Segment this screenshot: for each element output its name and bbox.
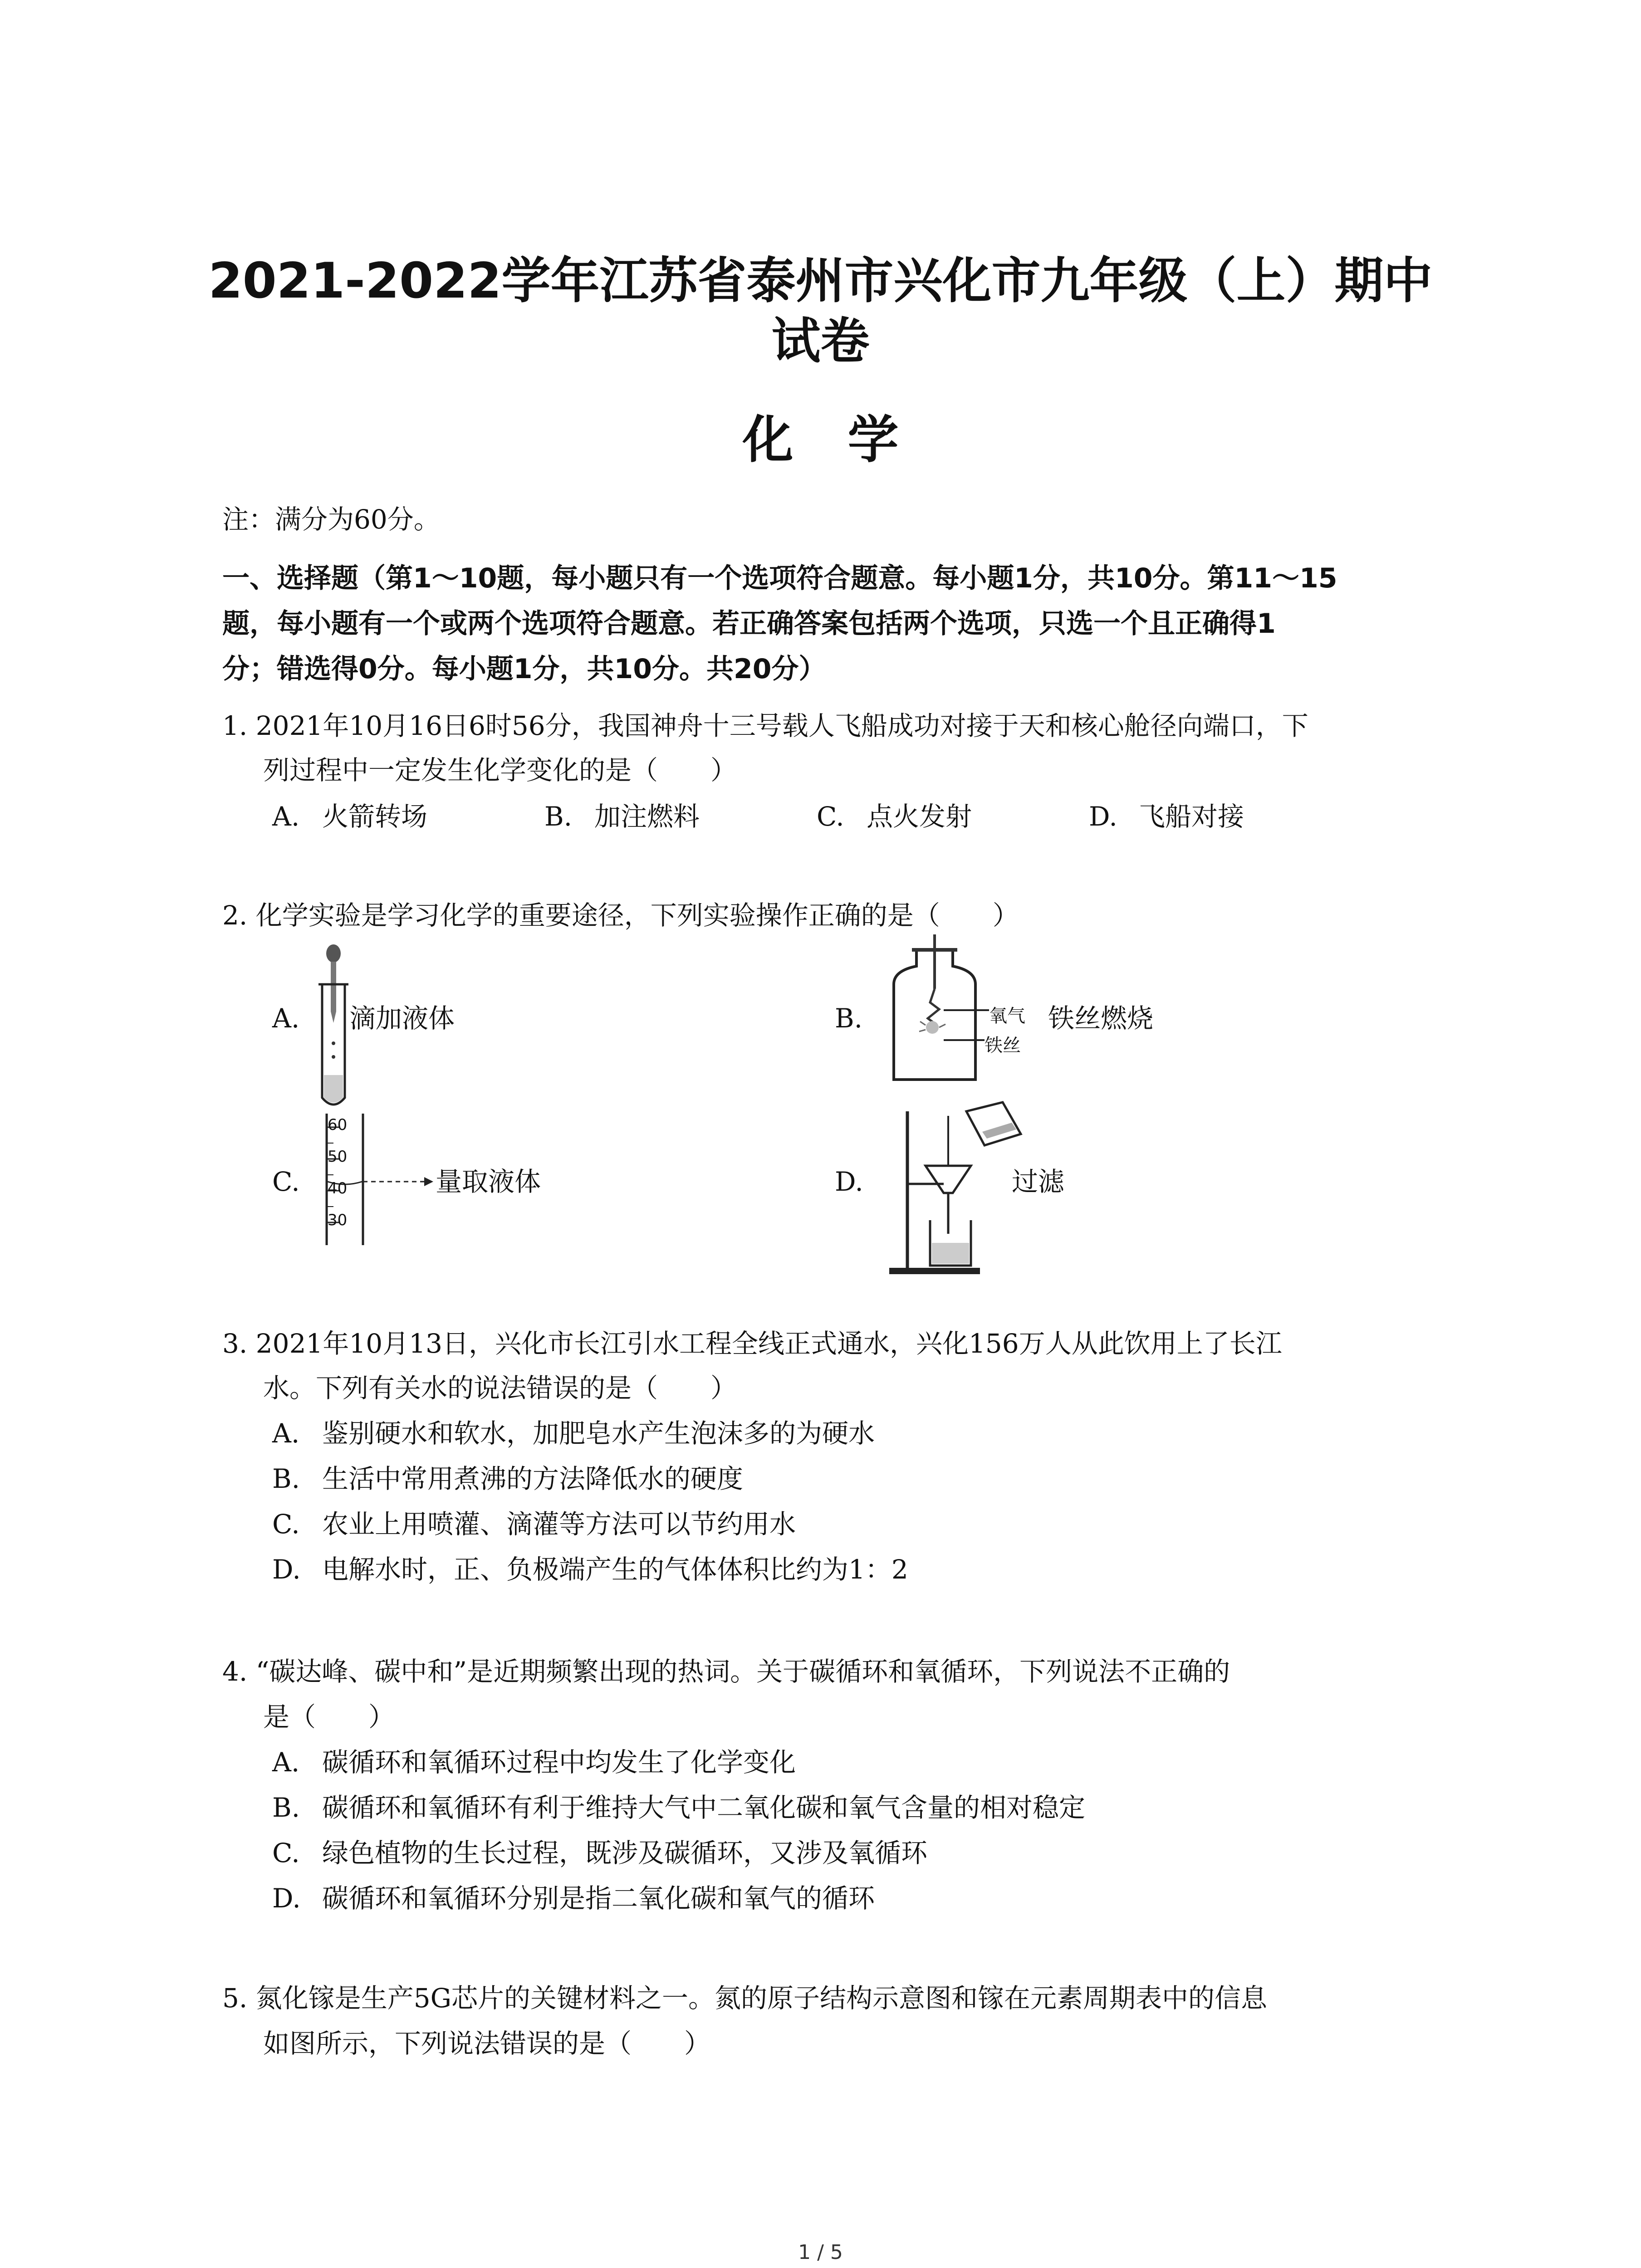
q1-option-d: D. 飞船对接 xyxy=(1089,801,1244,832)
section-instructions-line3: 分；错选得0分。每小题1分，共10分。共20分） xyxy=(222,653,826,685)
oxygen-pointer-line xyxy=(944,1008,989,1012)
q3-option-c: C. 农业上用喷灌、滴灌等方法可以节约用水 xyxy=(272,1509,796,1540)
q3-option-a: A. 鉴别硬水和软水，加肥皂水产生泡沫多的为硬水 xyxy=(272,1418,875,1449)
question-4-line1: 4. “碳达峰、碳中和”是近期频繁出现的热词。关于碳循环和氧循环，下列说法不正确的 xyxy=(222,1656,1230,1687)
q2-option-d-caption: 过滤 xyxy=(1012,1166,1065,1197)
question-5-line2: 如图所示，下列说法错误的是（ ） xyxy=(263,2028,711,2059)
q2-option-d-key: D. xyxy=(835,1166,863,1197)
section-instructions-line2: 题，每小题有一个或两个选项符合题意。若正确答案包括两个选项，只选一个且正确得1 xyxy=(222,608,1276,640)
scale-30: 30 xyxy=(328,1211,348,1229)
q1-option-b: B. 加注燃料 xyxy=(544,801,700,832)
q3-option-b: B. 生活中常用煮沸的方法降低水的硬度 xyxy=(272,1463,744,1494)
scale-60: 60 xyxy=(328,1116,348,1134)
q2-option-c-key: C. xyxy=(272,1166,300,1197)
q3-option-d: D. 电解水时，正、负极端产生的气体体积比约为1：2 xyxy=(272,1554,908,1585)
q2-option-c-caption: 量取液体 xyxy=(436,1166,541,1197)
oxygen-label: 氧气 xyxy=(989,1006,1025,1026)
page-number: 1 / 5 xyxy=(798,2241,843,2264)
q2-option-a-caption: 滴加液体 xyxy=(349,1003,455,1034)
q4-option-c: C. 绿色植物的生长过程，既涉及碳循环，又涉及氧循环 xyxy=(272,1838,928,1868)
question-1-line2: 列过程中一定发生化学变化的是（ ） xyxy=(263,755,737,786)
question-2-line1: 2. 化学实验是学习化学的重要途径，下列实验操作正确的是（ ） xyxy=(222,900,1019,931)
question-5-line1: 5. 氮化镓是生产5G芯片的关键材料之一。氮的原子结构示意图和镓在元素周期表中的信息 xyxy=(222,1983,1268,2014)
question-1-line1: 1. 2021年10月16日6时56分，我国神舟十三号载人飞船成功对接于天和核心舱径向端口，下 xyxy=(222,710,1308,741)
q1-option-c: C. 点火发射 xyxy=(817,801,972,832)
dropper-test-tube-figure xyxy=(313,943,354,1111)
iron-wire-pointer-line xyxy=(944,1038,985,1042)
question-3-line1: 3. 2021年10月13日，兴化市长江引水工程全线正式通水，兴化156万人从此饮用上了长江 xyxy=(222,1328,1282,1359)
scale-40: 40 xyxy=(328,1179,348,1198)
q4-option-b: B. 碳循环和氧循环有利于维持大气中二氧化碳和氧气含量的相对稳定 xyxy=(272,1792,1086,1823)
score-note: 注：满分为60分。 xyxy=(222,504,440,535)
q4-option-a: A. 碳循环和氧循环过程中均发生了化学变化 xyxy=(272,1747,796,1778)
q4-option-d: D. 碳循环和氧循环分别是指二氧化碳和氧气的循环 xyxy=(272,1883,875,1914)
subject-heading: 化学 xyxy=(742,411,953,469)
iron-wire-label: 铁丝 xyxy=(985,1035,1021,1056)
exam-title-line1: 2021-2022学年江苏省泰州市兴化市九年级（上）期中 xyxy=(208,253,1433,309)
q2-option-a-key: A. xyxy=(272,1003,300,1034)
q2-option-b-caption: 铁丝燃烧 xyxy=(1048,1003,1154,1034)
question-4-line2: 是（ ） xyxy=(263,1701,395,1732)
q1-option-a: A. 火箭转场 xyxy=(272,801,428,832)
section-instructions-line1: 一、选择题（第1～10题，每小题只有一个选项符合题意。每小题1分，共10分。第11～15 xyxy=(222,562,1337,594)
scale-50: 50 xyxy=(328,1148,348,1166)
q2-option-b-key: B. xyxy=(835,1003,863,1034)
exam-title-line2: 试卷 xyxy=(771,313,870,370)
question-3-line2: 水。下列有关水的说法错误的是（ ） xyxy=(263,1373,737,1403)
